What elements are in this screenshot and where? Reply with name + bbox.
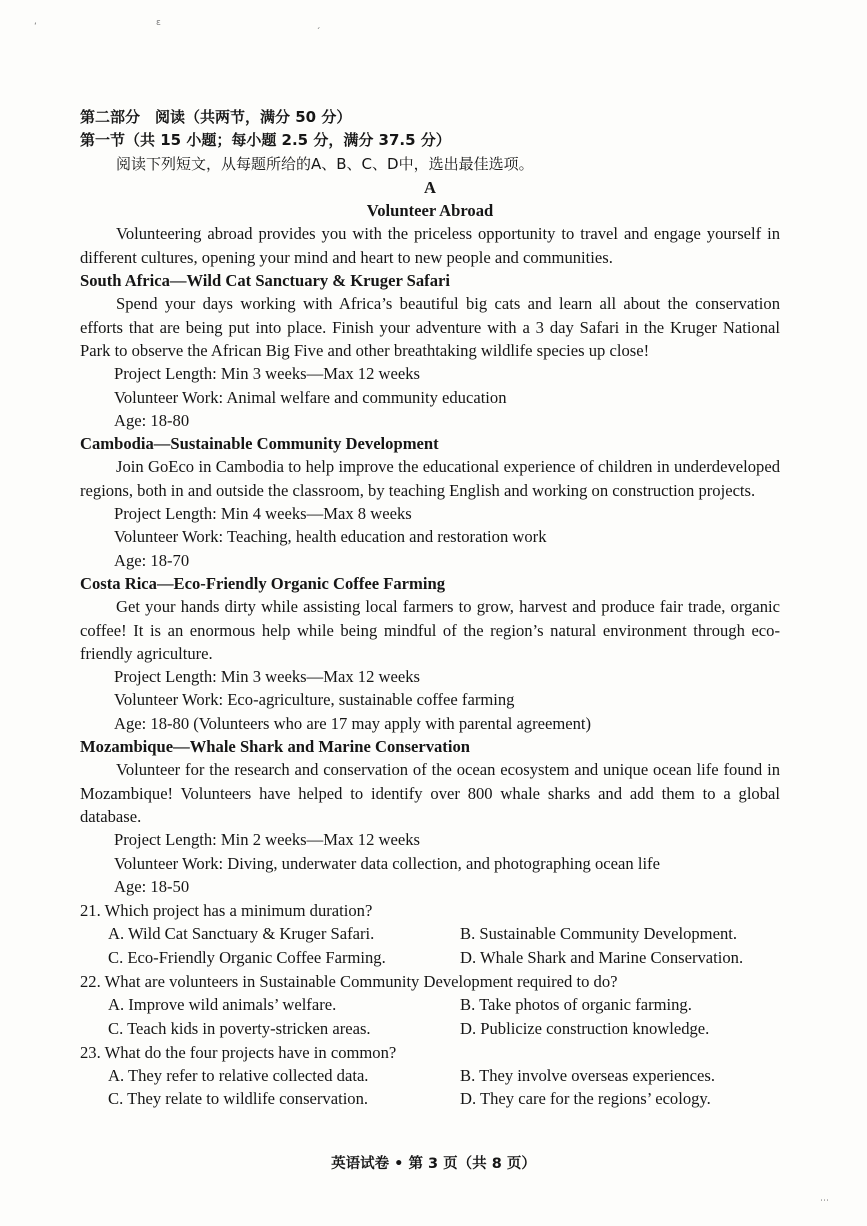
option-a[interactable]: A. They refer to relative collected data. [108, 1066, 369, 1086]
question-stem: 23. What do the four projects have in common? [80, 1042, 397, 1062]
project-heading: South Africa—Wild Cat Sanctuary & Kruger Safari [80, 271, 450, 291]
option-d[interactable]: D. They care for the regions’ ecology. [460, 1089, 711, 1109]
project-description: Join GoEco in Cambodia to help improve the educational experience of children in underdeveloped regions, both in and outside the classroom, by teaching English and working on construction projects. [80, 457, 780, 500]
scan-speck: ʻ [34, 22, 37, 32]
question-stem: 22. What are volunteers in Sustainable Community Development required to do? [80, 971, 618, 991]
option-a[interactable]: A. Wild Cat Sanctuary & Kruger Safari. [108, 924, 375, 944]
project-heading: Cambodia—Sustainable Community Development [80, 434, 439, 454]
question-21 [80, 899, 780, 969]
project-costa-rica [80, 572, 780, 735]
option-c[interactable]: C. Teach kids in poverty-stricken areas. [108, 1018, 371, 1038]
option-a[interactable]: A. Improve wild animals’ welfare. [108, 995, 337, 1015]
part-heading: 第二部分 阅读（共两节，满分 50 分） [80, 108, 352, 126]
question-23 [80, 1041, 780, 1111]
section-heading: 第一节（共 15 小题；每小题 2.5 分，满分 37.5 分） [80, 131, 451, 150]
scan-speck: ˏ [316, 20, 321, 30]
project-age: Age: 18-50 [114, 876, 190, 896]
scan-speck: ⋯ [820, 1196, 829, 1206]
question-options [80, 993, 780, 1040]
option-d[interactable]: D. Whale Shark and Marine Conservation. [460, 947, 744, 967]
project-age: Age: 18-80 [114, 410, 190, 430]
option-c[interactable]: C. They relate to wildlife conservation. [108, 1089, 369, 1109]
project-length: Project Length: Min 3 weeks—Max 12 weeks [114, 364, 421, 384]
project-length: Project Length: Min 2 weeks—Max 12 weeks [114, 830, 421, 850]
project-length: Project Length: Min 4 weeks—Max 8 weeks [114, 504, 412, 524]
project-age: Age: 18-70 [114, 550, 190, 570]
page-footer: 英语试卷 • 第 3 页（共 8 页） [331, 1156, 536, 1172]
question-22 [80, 970, 780, 1040]
project-description: Get your hands dirty while assisting local farmers to grow, harvest and produce fair trade, organic coffee! It is an enormous help while being mindful of the region’s natural environment through eco-friendly agriculture. [80, 597, 780, 663]
project-south-africa [80, 269, 780, 432]
passage-title: Volunteer Abroad [366, 201, 494, 221]
option-b[interactable]: B. Take photos of organic farming. [460, 995, 692, 1015]
project-work: Volunteer Work: Teaching, health education and restoration work [114, 527, 547, 547]
project-work: Volunteer Work: Diving, underwater data collection, and photographing ocean life [114, 853, 660, 873]
passage-intro: Volunteering abroad provides you with the priceless opportunity to travel and engage yourself in different cultures, opening your mind and heart to new people and communities. [80, 224, 780, 267]
project-length: Project Length: Min 3 weeks—Max 12 weeks [114, 667, 421, 687]
project-description: Spend your days working with Africa’s beautiful big cats and learn all about the conservation efforts that are being put into place. Finish your adventure with a 3 day Safari in the Kruger National Park to observe the African Big Five and other breathtaking wildlife species up close! [80, 294, 780, 360]
question-stem: 21. Which project has a minimum duration? [80, 901, 373, 921]
project-cambodia [80, 432, 780, 572]
project-work: Volunteer Work: Animal welfare and community education [114, 387, 507, 407]
project-description: Volunteer for the research and conservation of the ocean ecosystem and unique ocean life found in Mozambique! Volunteers have helped to identify over 800 whale sharks and add them to a global database. [80, 760, 780, 826]
instruction-text: 阅读下列短文，从每题所给的A、B、C、D中，选出最佳选项。 [116, 154, 534, 173]
option-d[interactable]: D. Publicize construction knowledge. [460, 1018, 710, 1038]
project-age: Age: 18-80 (Volunteers who are 17 may apply with parental agreement) [114, 713, 592, 733]
project-heading: Mozambique—Whale Shark and Marine Conservation [80, 737, 470, 757]
project-work: Volunteer Work: Eco-agriculture, sustainable coffee farming [114, 690, 515, 710]
option-b[interactable]: B. They involve overseas experiences. [460, 1066, 715, 1086]
passage-letter: A [424, 177, 436, 197]
option-b[interactable]: B. Sustainable Community Development. [460, 924, 737, 944]
option-c[interactable]: C. Eco-Friendly Organic Coffee Farming. [108, 947, 386, 967]
page-content [80, 106, 780, 1111]
project-mozambique [80, 735, 780, 898]
scan-speck: ɛ [156, 18, 161, 28]
project-heading: Costa Rica—Eco-Friendly Organic Coffee Farming [80, 573, 445, 593]
question-options [80, 922, 780, 969]
question-options [80, 1064, 780, 1111]
